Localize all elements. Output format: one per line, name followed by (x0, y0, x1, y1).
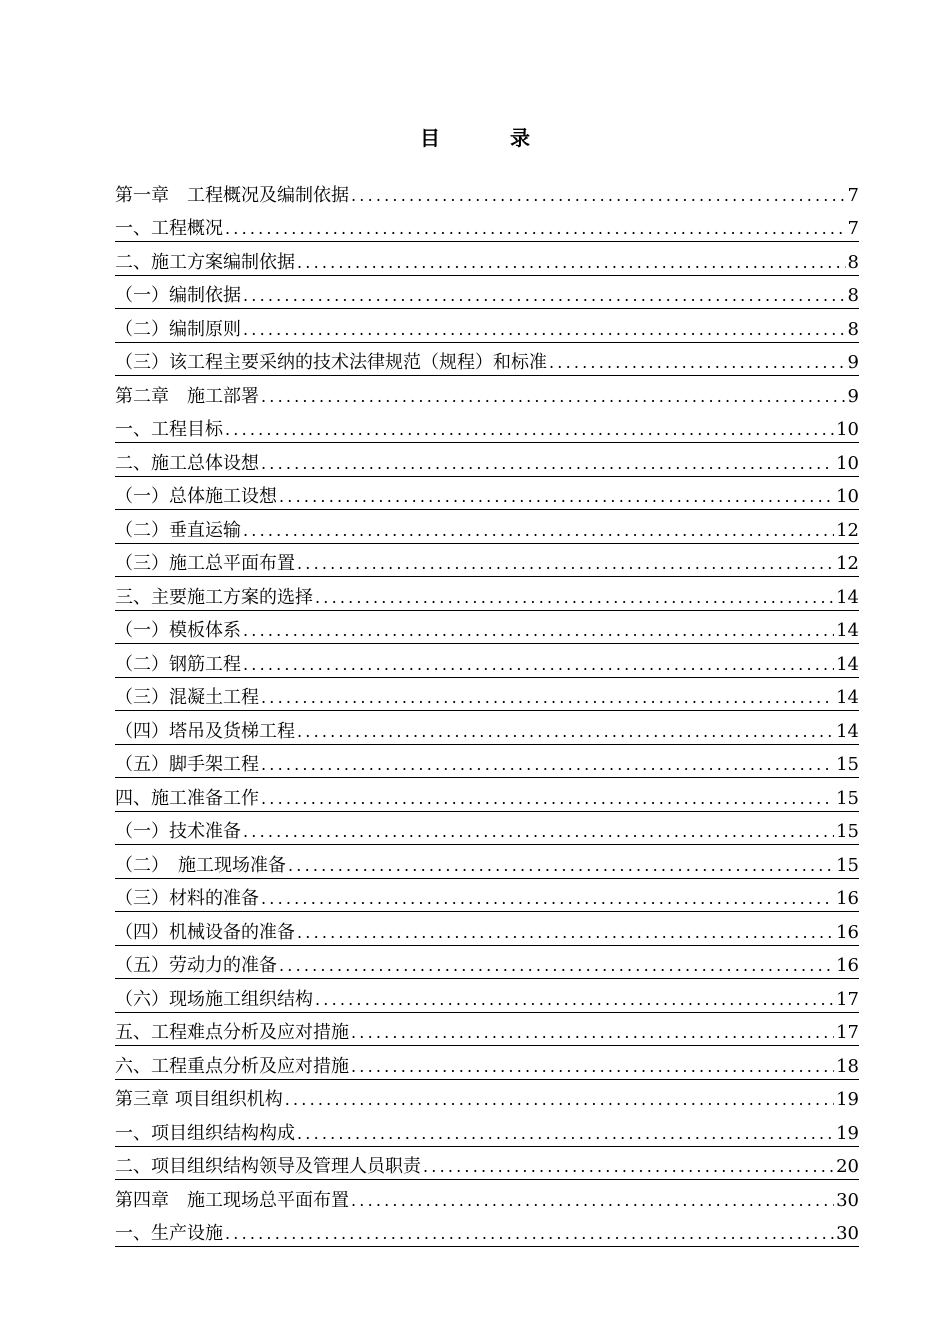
toc-leader-dots (261, 888, 834, 910)
toc-entry-label: （二）垂直运输 (115, 519, 241, 541)
toc-title-part2: 录 (510, 126, 530, 150)
toc-link-entry[interactable] (115, 848, 859, 882)
toc-entry-label: （五）脚手架工程 (115, 754, 259, 775)
toc-entry-label: 一、工程目标 (115, 419, 223, 440)
toc-leader-dots (297, 252, 846, 274)
toc-leader-dots (351, 1190, 834, 1212)
toc-entry-page-number: 17 (836, 988, 859, 1010)
toc-entry-page-number: 18 (836, 1055, 859, 1077)
toc-entry-page-number: 14 (836, 720, 859, 742)
toc-leader-dots (261, 687, 834, 709)
toc-entry-page-number: 15 (836, 854, 859, 876)
toc-leader-dots (225, 218, 846, 240)
toc-leader-dots (279, 955, 834, 977)
toc-leader-dots (243, 821, 834, 843)
toc-entry-page-number: 16 (836, 888, 859, 909)
toc-entry-label: （三）施工总平面布置 (115, 553, 295, 574)
toc-leader-dots (261, 754, 834, 776)
toc-entry-page-number: 30 (836, 1223, 859, 1244)
toc-entry-page-number: 7 (847, 184, 859, 206)
toc-link-entry[interactable] (115, 480, 859, 514)
toc-leader-dots (243, 319, 846, 341)
toc-entry-page-number: 14 (836, 620, 859, 641)
toc-entry-label: 二、施工方案编制依据 (115, 251, 295, 273)
toc-link-entry[interactable] (115, 245, 859, 279)
toc-leader-dots (225, 419, 834, 441)
toc-leader-dots (243, 520, 834, 542)
toc-entry-page-number: 17 (836, 1022, 859, 1043)
toc-entry-label: （六）现场施工组织结构 (115, 988, 313, 1010)
toc-leader-dots (351, 185, 846, 207)
toc-entry-label: （一）总体施工设想 (115, 486, 277, 507)
toc-entry-page-number: 8 (847, 318, 859, 340)
toc-link-entry[interactable] (115, 815, 859, 849)
toc-link-entry[interactable] (115, 1150, 859, 1184)
toc-leader-dots (288, 855, 834, 877)
toc-leader-dots (351, 1056, 834, 1078)
toc-link-entry[interactable] (115, 446, 859, 480)
toc-leader-dots (261, 788, 834, 810)
toc-entry-label: 三、主要施工方案的选择 (115, 586, 313, 608)
toc-entry-page-number: 9 (847, 352, 859, 373)
toc-leader-dots (243, 620, 834, 642)
toc-link-entry[interactable] (115, 781, 859, 815)
toc-list (115, 178, 859, 1250)
toc-entry-label: （三）该工程主要采纳的技术法律规范（规程）和标准 (115, 352, 547, 373)
toc-entry-label: （四）塔吊及货梯工程 (115, 720, 295, 742)
toc-entry-label: （一）编制依据 (115, 285, 241, 306)
toc-entry-page-number: 12 (836, 553, 859, 574)
toc-leader-dots (297, 553, 834, 575)
toc-leader-dots (351, 1022, 834, 1044)
toc-entry-page-number: 10 (836, 486, 859, 507)
toc-link-entry[interactable] (115, 714, 859, 748)
toc-link-entry[interactable] (115, 1049, 859, 1083)
toc-link-entry[interactable] (115, 982, 859, 1016)
toc-leader-dots (297, 721, 834, 743)
toc-entry-page-number: 15 (836, 754, 859, 775)
toc-entry-label: 一、生产设施 (115, 1223, 223, 1244)
toc-entry-page-number: 19 (836, 1089, 859, 1110)
toc-entry-label: （五）劳动力的准备 (115, 955, 277, 976)
toc-chapter-entry (115, 379, 859, 413)
toc-entry-page-number: 10 (836, 452, 859, 474)
toc-link-entry[interactable] (115, 279, 859, 313)
toc-entry-label: 二、施工总体设想 (115, 452, 259, 474)
toc-entry-label: （三）材料的准备 (115, 888, 259, 909)
toc-leader-dots (243, 285, 846, 307)
toc-entry-label: 二、项目组织结构领导及管理人员职责 (115, 1156, 421, 1177)
toc-entry-page-number: 8 (847, 251, 859, 273)
toc-chapter-entry (115, 178, 859, 212)
toc-entry-page-number: 15 (836, 821, 859, 842)
toc-entry-page-number: 16 (836, 955, 859, 976)
toc-link-entry[interactable] (115, 681, 859, 715)
toc-link-entry[interactable] (115, 915, 859, 949)
toc-entry-label: 五、工程难点分析及应对措施 (115, 1022, 349, 1043)
toc-entry-page-number: 9 (847, 385, 859, 407)
toc-link-entry[interactable] (115, 513, 859, 547)
toc-link-entry[interactable] (115, 1016, 859, 1050)
toc-link-entry[interactable] (115, 1217, 859, 1251)
toc-entry-label: 第三章 项目组织机构 (115, 1089, 283, 1110)
toc-leader-dots (285, 1089, 834, 1111)
toc-link-entry[interactable] (115, 748, 859, 782)
toc-entry-page-number: 30 (836, 1189, 859, 1211)
toc-link-entry[interactable] (115, 212, 859, 246)
toc-entry-page-number: 19 (836, 1122, 859, 1144)
toc-chapter-entry (115, 1183, 859, 1217)
toc-leader-dots (549, 352, 846, 374)
toc-title (0, 122, 950, 151)
toc-entry-label: （二）钢筋工程 (115, 653, 241, 675)
toc-entry-page-number: 20 (836, 1156, 859, 1177)
toc-title-part1: 目 (420, 126, 440, 150)
toc-leader-dots (315, 587, 834, 609)
toc-entry-label: 四、施工准备工作 (115, 787, 259, 809)
toc-entry-label: （二）编制原则 (115, 318, 241, 340)
toc-link-entry[interactable] (115, 614, 859, 648)
toc-leader-dots (297, 922, 834, 944)
toc-chapter-entry (115, 1083, 859, 1117)
toc-link-entry[interactable] (115, 413, 859, 447)
toc-entry-page-number: 14 (836, 687, 859, 708)
toc-entry-label: （四）机械设备的准备 (115, 921, 295, 943)
toc-leader-dots (297, 1123, 834, 1145)
toc-link-entry[interactable] (115, 1116, 859, 1150)
toc-entry-page-number: 7 (847, 218, 859, 239)
toc-link-entry[interactable] (115, 346, 859, 380)
toc-link-entry[interactable] (115, 882, 859, 916)
toc-entry-label: 第一章 工程概况及编制依据 (115, 184, 349, 206)
toc-entry-label: 一、项目组织结构构成 (115, 1122, 295, 1144)
toc-entry-page-number: 8 (847, 285, 859, 306)
toc-leader-dots (261, 386, 846, 408)
toc-entry-label: （二） 施工现场准备 (115, 854, 286, 876)
toc-leader-dots (243, 654, 834, 676)
toc-link-entry[interactable] (115, 647, 859, 681)
toc-entry-label: 第四章 施工现场总平面布置 (115, 1189, 349, 1211)
toc-leader-dots (261, 453, 834, 475)
toc-link-entry[interactable] (115, 312, 859, 346)
toc-entry-label: 六、工程重点分析及应对措施 (115, 1055, 349, 1077)
toc-entry-label: 一、工程概况 (115, 218, 223, 239)
toc-leader-dots (225, 1223, 834, 1245)
toc-entry-label: 第二章 施工部署 (115, 385, 259, 407)
toc-link-entry[interactable] (115, 949, 859, 983)
toc-entry-label: （一）模板体系 (115, 620, 241, 641)
toc-entry-page-number: 14 (836, 586, 859, 608)
toc-entry-page-number: 15 (836, 787, 859, 809)
toc-entry-page-number: 12 (836, 519, 859, 541)
toc-link-entry[interactable] (115, 547, 859, 581)
toc-link-entry[interactable] (115, 580, 859, 614)
toc-entry-label: （三）混凝土工程 (115, 687, 259, 708)
toc-entry-page-number: 10 (836, 419, 859, 440)
toc-entry-label: （一）技术准备 (115, 821, 241, 842)
toc-leader-dots (423, 1156, 834, 1178)
toc-entry-page-number: 14 (836, 653, 859, 675)
toc-leader-dots (279, 486, 834, 508)
toc-leader-dots (315, 989, 834, 1011)
toc-entry-page-number: 16 (836, 921, 859, 943)
